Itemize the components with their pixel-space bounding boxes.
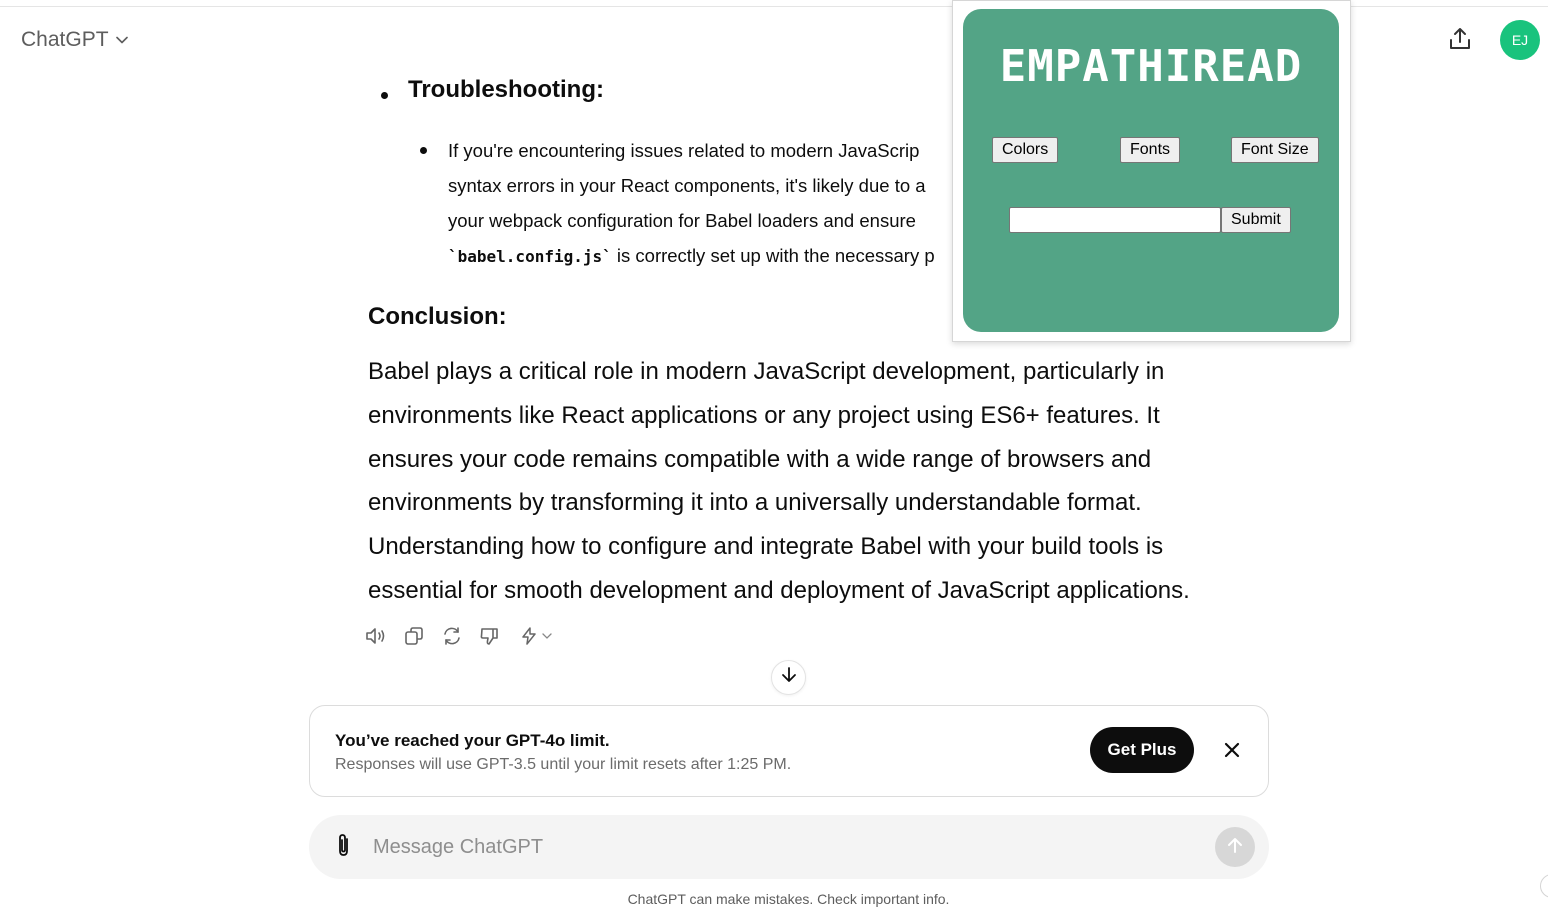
copy-icon xyxy=(402,624,426,653)
regenerate-icon xyxy=(440,624,464,653)
bullet xyxy=(420,147,427,154)
colors-button[interactable]: Colors xyxy=(992,137,1058,163)
message-actions xyxy=(364,626,556,650)
text-line: environments by transforming it into a universally understandable format. xyxy=(368,489,1142,517)
text-line: syntax errors in your React components, it's likely due to a xyxy=(448,175,926,196)
chevron-down-icon xyxy=(541,629,553,647)
thumbs-down-button[interactable] xyxy=(478,626,502,650)
close-icon xyxy=(1223,741,1241,764)
thumbs-down-icon xyxy=(478,624,502,653)
troubleshooting-text xyxy=(448,136,968,276)
scroll-to-bottom-button[interactable] xyxy=(771,660,806,695)
arrow-down-icon xyxy=(779,665,799,690)
extension-input[interactable] xyxy=(1009,207,1221,233)
model-name: ChatGPT xyxy=(21,28,109,51)
attach-button[interactable] xyxy=(329,832,359,862)
read-aloud-button[interactable] xyxy=(364,626,388,650)
text-fragment: is correctly set up with the necessary p xyxy=(616,245,935,266)
limit-banner xyxy=(309,705,1269,797)
copy-button[interactable] xyxy=(402,626,426,650)
text-line: essential for smooth development and deployment of JavaScript applications. xyxy=(368,576,1190,604)
conclusion-paragraph xyxy=(368,353,1238,616)
text-line: Understanding how to configure and integrate Babel with your build tools is xyxy=(368,533,1164,561)
close-banner-button[interactable] xyxy=(1218,738,1246,766)
switch-model-icon xyxy=(519,626,539,651)
extension-popup xyxy=(952,0,1351,342)
send-button[interactable] xyxy=(1215,827,1255,867)
text-line: ensures your code remains compatible with a wide range of browsers and xyxy=(368,445,1152,473)
model-switcher[interactable] xyxy=(21,28,129,52)
font-size-button[interactable]: Font Size xyxy=(1231,137,1319,163)
switch-model-button[interactable] xyxy=(516,626,556,650)
bullet xyxy=(381,92,388,99)
limit-subtitle: Responses will use GPT-3.5 until your limit resets after 1:25 PM. xyxy=(335,756,792,773)
text-line: your webpack configuration for Babel loaders and ensure xyxy=(448,210,916,231)
text-line: Babel plays a critical role in modern JavaScript development, particularly in xyxy=(368,358,1165,385)
regenerate-button[interactable] xyxy=(440,626,464,650)
message-input[interactable] xyxy=(373,831,1193,863)
chevron-down-icon xyxy=(115,33,129,47)
text-line: environments like React applications or any project using ES6+ features. It xyxy=(368,401,1160,429)
arrow-up-icon xyxy=(1225,835,1245,860)
conclusion-heading: Conclusion: xyxy=(368,303,507,330)
avatar[interactable]: EJ xyxy=(1500,20,1540,60)
submit-button[interactable]: Submit xyxy=(1221,207,1291,233)
fonts-button[interactable]: Fonts xyxy=(1120,137,1180,163)
share-button[interactable] xyxy=(1443,24,1477,58)
troubleshooting-heading: Troubleshooting: xyxy=(408,76,604,103)
get-plus-button[interactable]: Get Plus xyxy=(1090,727,1194,773)
text-line xyxy=(448,241,968,276)
text-line: If you're encountering issues related to modern JavaScrip xyxy=(448,140,920,161)
inline-code: `babel.config.js` xyxy=(448,247,612,266)
extension-title: EMPATHIREAD xyxy=(999,41,1303,92)
paperclip-icon xyxy=(332,832,356,863)
disclaimer: ChatGPT can make mistakes. Check important info. xyxy=(627,891,950,907)
limit-title: You’ve reached your GPT-4o limit. xyxy=(335,731,610,750)
extension-panel xyxy=(963,9,1339,332)
read-aloud-icon xyxy=(364,624,388,653)
composer xyxy=(309,815,1269,879)
share-icon xyxy=(1447,26,1473,57)
